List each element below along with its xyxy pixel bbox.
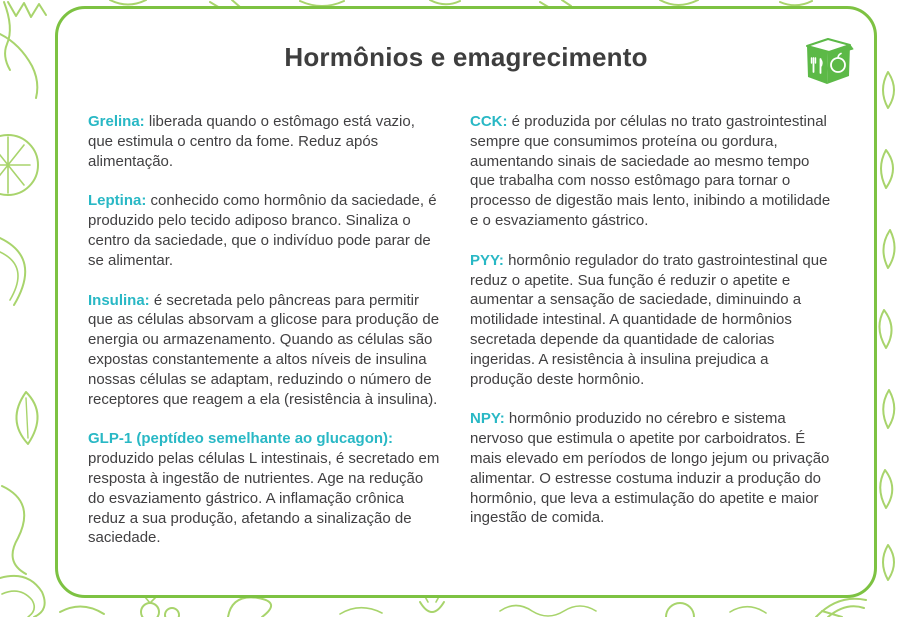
- content-card: [55, 6, 877, 598]
- entry-cck: [470, 112, 834, 231]
- hormone-desc-pyy: hormônio regulador do trato gastrointestinal que reduz o apetite. Sua função é reduzir o apetite e aumentar a sensação de saciedade, diminuindo a motilidade intestinal. A quantidade de hormônios secretada depende da quantidade de calorias ingeridas. A resistência à insulina prejudica a produção deste hormônio.: [470, 251, 828, 388]
- entry-npy: [470, 409, 834, 528]
- hormones-column-left: [88, 112, 444, 568]
- hormone-term-grelina: Grelina:: [88, 113, 145, 130]
- hormone-term-cck: CCK:: [470, 113, 508, 130]
- hormone-term-leptina: Leptina:: [88, 192, 147, 210]
- nutrition-cube-logo-icon: [802, 37, 854, 87]
- entry-insulina: [88, 291, 444, 410]
- hormone-term-pyy: PYY:: [470, 251, 504, 269]
- entry-pyy: [470, 251, 834, 390]
- hormone-desc-glp1: produzido pelas células L intestinais, é secretado em resposta à ingestão de nutrientes. Age na redução do esvaziamento gástrico. A inflamação crônica reduz a sua produção, afetando a sinalização de saciedade.: [88, 450, 440, 547]
- hormone-term-insulina: Insulina:: [88, 291, 150, 309]
- hormone-term-npy: NPY:: [470, 410, 505, 428]
- entry-leptina: [88, 191, 444, 270]
- hormone-desc-grelina: liberada quando o estômago está vazio, que estimula o centro da fome. Reduz após alimentação.: [88, 113, 415, 170]
- hormone-desc-cck: é produzida por células no trato gastrointestinal sempre que consumimos proteína ou gordura, aumentando sinais de saciedade ao mesmo tempo que trabalha com nosso estômago para tornar o processo de digestão mais lento, inibindo a motilidade e o esvaziamento gástrico.: [470, 113, 831, 229]
- page-title: Hormônios e emagrecimento: [284, 42, 648, 72]
- hormone-desc-insulina: é secretada pelo pâncreas para permitir que as células absorvam a glicose para produção de energia ou armazenamento. Quando as células são expostas constantemente a altos níveis de insulina nossas células se adaptam, reduzindo o número de receptores que reagem a ela (resistência à insulina).: [88, 291, 440, 408]
- entry-grelina: [88, 112, 444, 171]
- entry-glp1: [88, 429, 444, 548]
- hormone-term-glp1: GLP-1 (peptídeo semelhante ao glucagon):: [88, 430, 394, 448]
- hormones-column-right: [470, 112, 834, 548]
- hormone-desc-leptina: conhecido como hormônio da saciedade, é produzido pelo tecido adiposo branco. Sinaliza o centro da saciedade, que o indivíduo pode parar de se alimentar.: [88, 192, 437, 269]
- hormone-desc-npy: hormônio produzido no cérebro e sistema nervoso que estimula o apetite por carboidratos. É mais elevado em períodos de longo jejum ou privação alimentar. O estresse costuma induzir a produção do hormônio, que leva a estimulação do apetite e maior ingestão de comida.: [470, 410, 830, 527]
